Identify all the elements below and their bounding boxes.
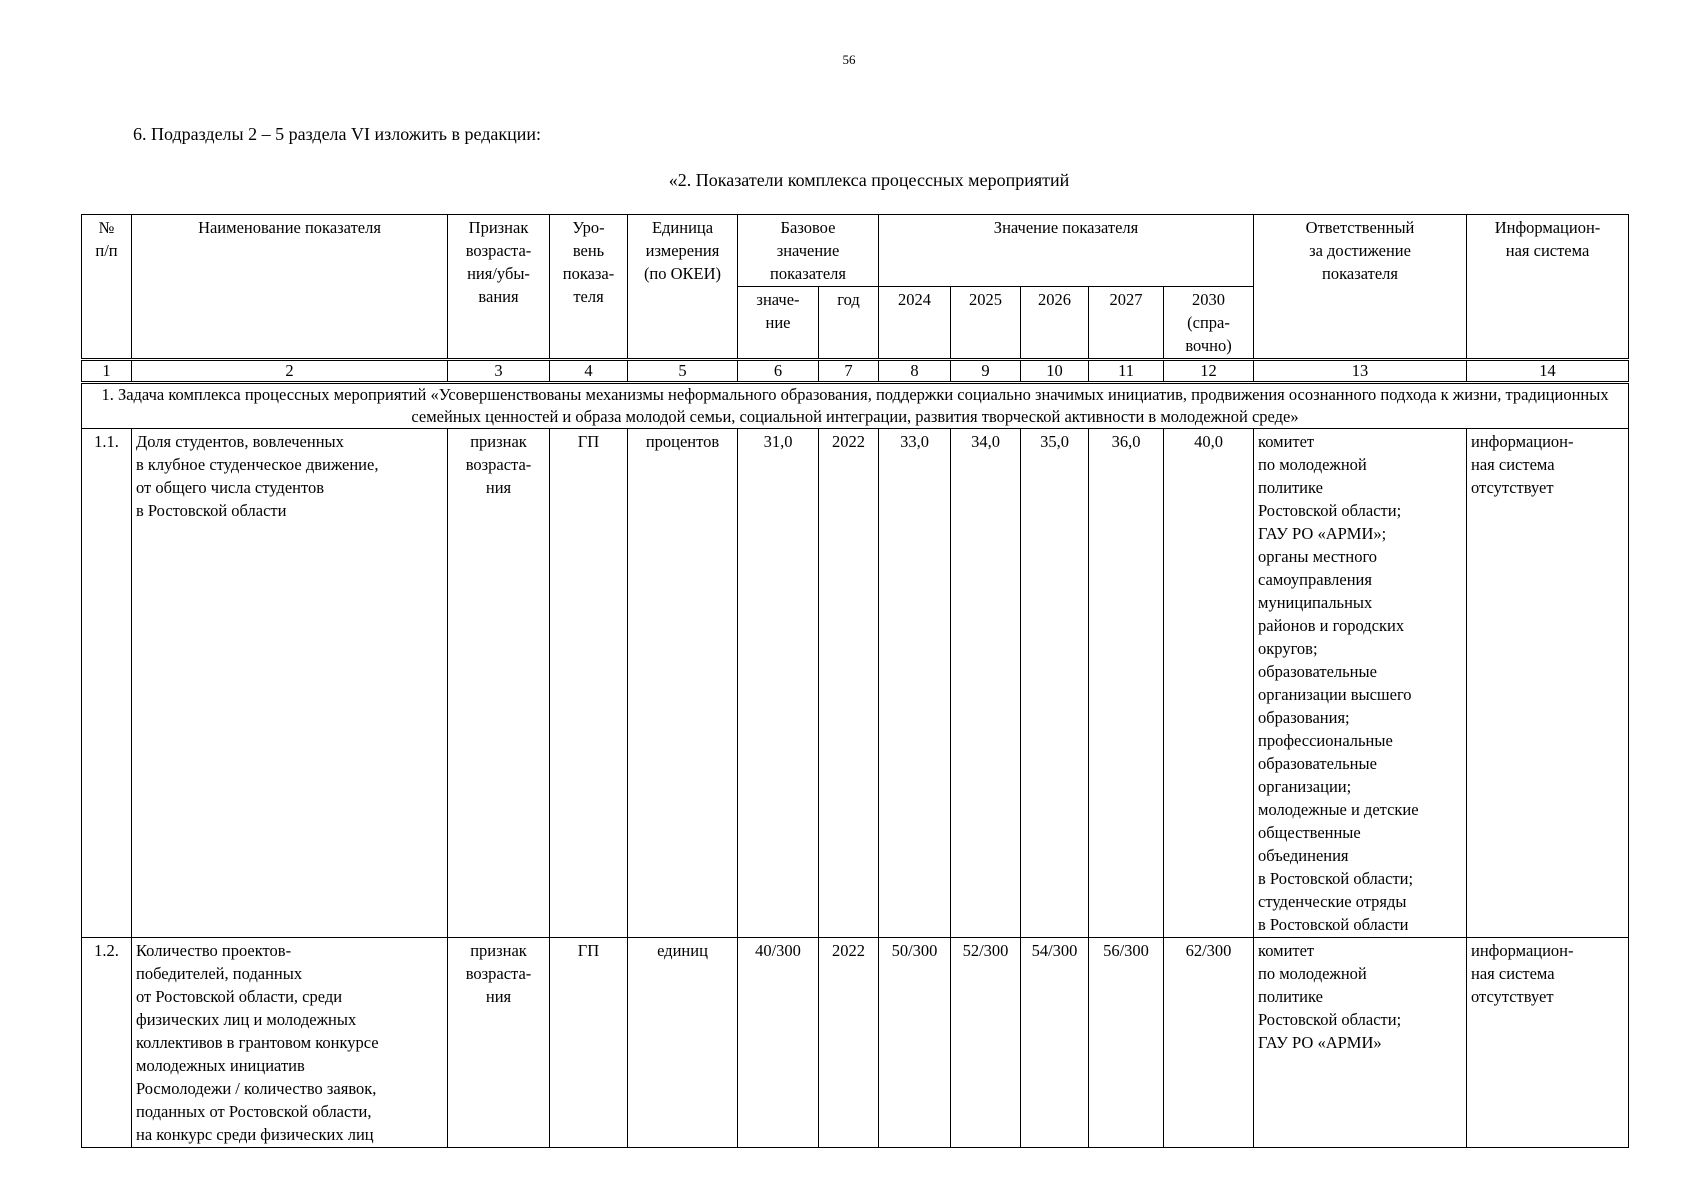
row-responsible: комитет по молодежной политике Ростовской области; ГАУ РО «АРМИ» [1254, 938, 1467, 1148]
column-number: 7 [819, 360, 879, 383]
row-value-2027: 56/300 [1089, 938, 1164, 1148]
header-year-2025: 2025 [951, 287, 1021, 360]
header-base: Базовое значение показателя [738, 215, 879, 287]
header-num: № п/п [82, 215, 132, 360]
task-title: 1. Задача комплекса процессных мероприятий «Усовершенствованы механизмы неформального образования, поддержки социально значимых инициатив, продвижения осознанного подхода к жизни, традиционных семейных ценностей и образа молодой семьи, социальной интеграции, развития творческой активности в молодежной среде» [82, 383, 1629, 429]
row-trend: признак возраста- ния [448, 938, 550, 1148]
intro-text: 6. Подразделы 2 – 5 раздела VI изложить в редакции: [133, 124, 541, 144]
row-base-year: 2022 [819, 429, 879, 938]
row-level: ГП [550, 938, 628, 1148]
table-row [82, 429, 1629, 938]
row-name: Доля студентов, вовлеченных в клубное студенческое движение, от общего числа студентов в Ростовской области [132, 429, 448, 938]
column-number: 14 [1467, 360, 1629, 383]
header-base-value: значе- ние [738, 287, 819, 360]
column-number: 4 [550, 360, 628, 383]
row-name: Количество проектов- победителей, поданных от Ростовской области, среди физических лиц и молодежных коллективов в грантовом конкурсе молодежных инициатив Росмолодежи / количество заявок, поданных от Ростовской области, на конкурс среди физических лиц [132, 938, 448, 1148]
row-value-2030: 62/300 [1164, 938, 1254, 1148]
task-row [82, 383, 1629, 429]
section-heading: «2. Показатели комплекса процессных мероприятий [668, 170, 1070, 190]
column-number: 10 [1021, 360, 1089, 383]
column-number-row [82, 360, 1629, 383]
header-values: Значение показателя [879, 215, 1254, 287]
column-number: 1 [82, 360, 132, 383]
row-value-2026: 54/300 [1021, 938, 1089, 1148]
row-trend: признак возраста- ния [448, 429, 550, 938]
column-number: 3 [448, 360, 550, 383]
header-name: Наименование показателя [132, 215, 448, 360]
row-base-value: 40/300 [738, 938, 819, 1148]
table-row [82, 938, 1629, 1148]
column-number: 6 [738, 360, 819, 383]
header-base-year: год [819, 287, 879, 360]
column-number: 2 [132, 360, 448, 383]
header-trend: Признак возраста- ния/убы- вания [448, 215, 550, 360]
header-year-2024: 2024 [879, 287, 951, 360]
row-info-system: информацион- ная система отсутствует [1467, 429, 1629, 938]
row-value-2026: 35,0 [1021, 429, 1089, 938]
column-number: 9 [951, 360, 1021, 383]
row-value-2024: 50/300 [879, 938, 951, 1148]
row-value-2025: 34,0 [951, 429, 1021, 938]
row-num: 1.1. [82, 429, 132, 938]
column-number: 8 [879, 360, 951, 383]
header-responsible: Ответственный за достижение показателя [1254, 215, 1467, 360]
header-level: Уро- вень показа- теля [550, 215, 628, 360]
column-number: 5 [628, 360, 738, 383]
page-number: 56 [842, 52, 856, 67]
column-number: 12 [1164, 360, 1254, 383]
column-number: 13 [1254, 360, 1467, 383]
row-responsible: комитет по молодежной политике Ростовской области; ГАУ РО «АРМИ»; органы местного самоуправления муниципальных районов и городских округов; образовательные организации высшего образования; профессиональные образовательные организации; молодежные и детские общественные объединения в Ростовской области; студенческие отряды в Ростовской области [1254, 429, 1467, 938]
header-year-2027: 2027 [1089, 287, 1164, 360]
row-base-year: 2022 [819, 938, 879, 1148]
row-base-value: 31,0 [738, 429, 819, 938]
row-value-2025: 52/300 [951, 938, 1021, 1148]
header-row-1 [82, 215, 1629, 287]
row-unit: единиц [628, 938, 738, 1148]
column-number: 11 [1089, 360, 1164, 383]
header-info-system: Информацион- ная система [1467, 215, 1629, 360]
header-year-2026: 2026 [1021, 287, 1089, 360]
row-value-2027: 36,0 [1089, 429, 1164, 938]
row-value-2030: 40,0 [1164, 429, 1254, 938]
header-unit: Единица измерения (по ОКЕИ) [628, 215, 738, 360]
row-unit: процентов [628, 429, 738, 938]
row-num: 1.2. [82, 938, 132, 1148]
indicators-table [81, 214, 1629, 1148]
row-value-2024: 33,0 [879, 429, 951, 938]
header-year-2030: 2030 (спра- вочно) [1164, 287, 1254, 360]
row-level: ГП [550, 429, 628, 938]
row-info-system: информацион- ная система отсутствует [1467, 938, 1629, 1148]
